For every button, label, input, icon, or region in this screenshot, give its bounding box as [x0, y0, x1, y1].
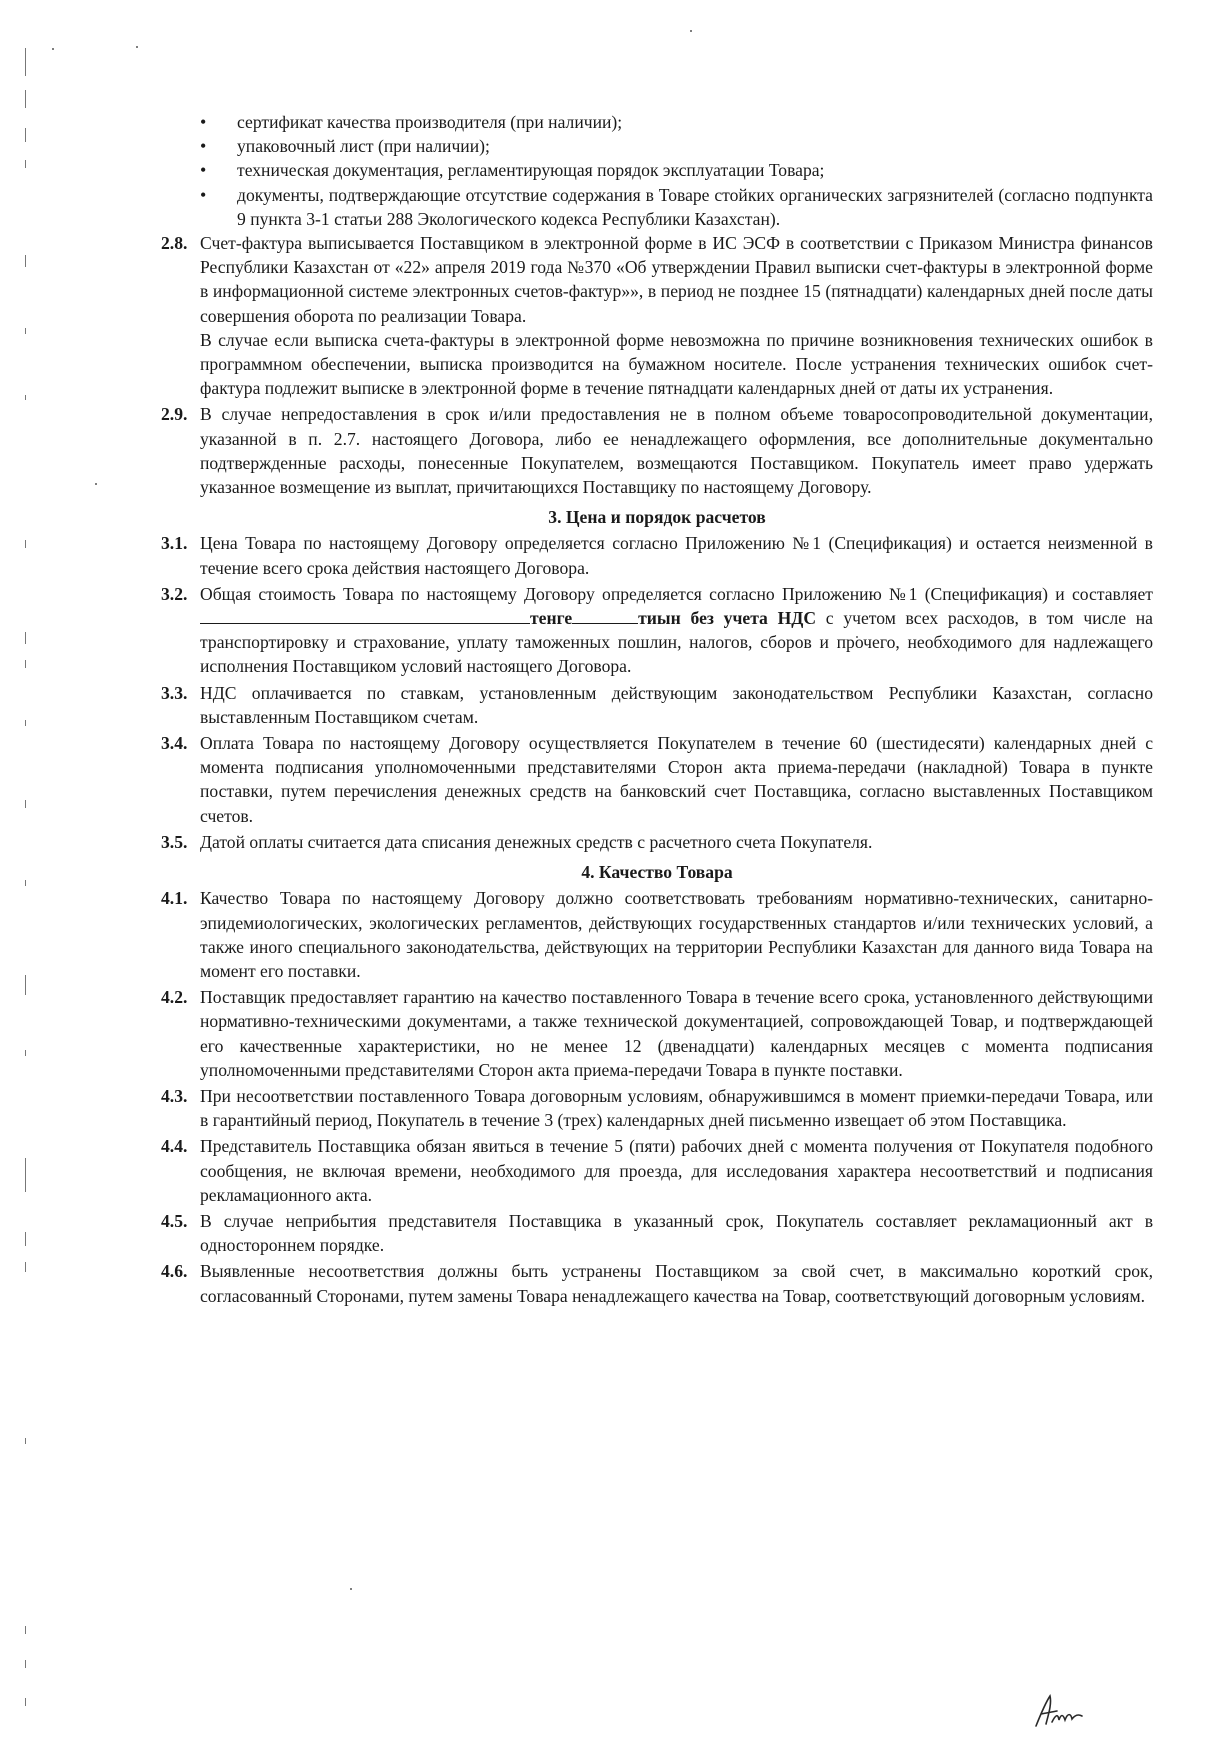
scan-speck [52, 48, 54, 50]
clause-4-3 [161, 1084, 1153, 1132]
clause-3-5 [161, 830, 1153, 854]
list-item: • сертификат качества производителя (при наличии); [161, 110, 1153, 134]
clause-number: 3.4. [161, 733, 188, 754]
list-item: • техническая документация, регламентирующая порядок эксплуатации Товара; [161, 158, 1153, 182]
clause-text: Поставщик предоставляет гарантию на качество поставленного Товара в течение всего срока, установленного действующими нормативно-техническими документами, а также технической документацией, сопровождающей Товар, и подтверждающей его качественные характеристики, но не менее 12 (двенадцати) календарных месяцев с момента подписания уполномоченными представителями Сторон акта приема-передачи Товара в пункте поставки. [200, 987, 1153, 1080]
clause-text: Цена Товара по настоящему Договору определяется согласно Приложению №1 (Спецификация) и остается неизменной в течение всего срока действия настоящего Договора. [200, 533, 1153, 578]
handwritten-initials [1030, 1692, 1100, 1732]
clause-number: 4.4. [161, 1136, 188, 1157]
clause-4-2 [161, 985, 1153, 1082]
clause-text: Выявленные несоответствия должны быть устранены Поставщиком за свой счет, в максимально короткий срок, согласованный Сторонами, путем замены Товара ненадлежащего качества на Товар, соответствующий договорным условиям. [200, 1261, 1153, 1306]
clause-3-1 [161, 531, 1153, 579]
clause-text-part: с учетом всех расходов, в том числе на транспортировку и страхование, уплату таможенных пошлин, налогов, сборов и прочего, необходимого для надлежащего исполнения Поставщиком условий настоящего Договора. [200, 608, 1153, 677]
scan-speck [95, 483, 97, 485]
scan-margin-marks [0, 0, 40, 1738]
clause-text: Качество Товара по настоящему Договору должно соответствовать требованиям нормативно-технических, санитарно-эпидемиологических, экологических регламентов, действующих государственных стандартов и/или технических условий, а также иного специального законодательства, действующих на территории Республики Казахстан для данного вида Товара на момент его поставки. [200, 888, 1153, 981]
clause-text: В случае неприбытия представителя Поставщика в указанный срок, Покупатель составляет рекламационный акт в одностороннем порядке. [200, 1210, 1153, 1256]
clause-number: 3.1. [161, 533, 188, 554]
clause-4-4 [161, 1134, 1153, 1207]
scan-speck [350, 1588, 352, 1590]
nds-label: НДС [777, 608, 817, 629]
clause-text: В случае если выписка счета-фактуры в электронной форме невозможна по причине возникновения технических ошибок в программном обеспечении, выписка производится на бумажном носителе. После устранения технических ошибок счет-фактура подлежит выписке в электронной форме в течение пятнадцати календарных дней от даты их устранения. [200, 329, 1153, 399]
document-body [161, 110, 1153, 1310]
clause-number: 2.8. [161, 233, 188, 254]
clause-text [200, 582, 1153, 679]
scan-speck [136, 46, 138, 48]
clause-text: Оплата Товара по настоящему Договору осуществляется Покупателем в течение 60 (шестидесяти) календарных дней с момента подписания уполномоченными представителями Сторон акта приема-передачи (накладной) Товара в пункте поставки, путем перечисления денежных средств на банковский счет Поставщика, согласно выставленных Поставщиком счетов. [200, 733, 1153, 826]
clause-3-4 [161, 731, 1153, 828]
clause-4-1 [161, 886, 1153, 983]
list-item: • упаковочный лист (при наличии); [161, 134, 1153, 158]
clause-4-5 [161, 1209, 1153, 1257]
clause-2-8 [161, 231, 1153, 400]
document-list [161, 110, 1153, 231]
clause-text: В случае непредоставления в срок и/или предоставления не в полном объеме товаросопроводительной документации, указанной в п. 2.7. настоящего Договора, либо ее ненадлежащего оформления, все дополнительные документально подтвержденные расходы, понесенные Покупателем, возмещаются Поставщиком. Покупатель имеет право удержать указанное возмещение из выплат, причитающихся Поставщику по настоящему Договору. [200, 404, 1153, 498]
clause-number: 4.2. [161, 987, 188, 1008]
tiyn-blank [572, 606, 638, 624]
scan-speck [690, 30, 692, 32]
clause-number: 4.6. [161, 1261, 188, 1282]
clause-text-part: Общая стоимость Товара по настоящему Договору определяется согласно Приложению №1 (Спецификация) и составляет [200, 583, 1153, 604]
clause-number: 3.2. [161, 583, 188, 604]
clause-number: 4.3. [161, 1085, 188, 1106]
clause-3-3 [161, 681, 1153, 729]
clause-4-6 [161, 1259, 1153, 1307]
clause-text: Представитель Поставщика обязан явиться в течение 5 (пяти) рабочих дней с момента получения от Покупателя подобного сообщения, не включая времени, необходимого для проезда, для исследования характера несоответствий и подписания рекламационного акта. [200, 1136, 1153, 1205]
amount-blank [200, 606, 530, 624]
clause-3-2 [161, 582, 1153, 679]
clause-2-9 [161, 402, 1153, 499]
currency-tiyn: тиын без учета [638, 608, 768, 629]
clause-number: 4.5. [161, 1210, 188, 1231]
clause-number: 3.5. [161, 831, 188, 852]
section-title-3: 3. Цена и порядок расчетов [548, 507, 766, 528]
clause-text: При несоответствии поставленного Товара договорным условиям, обнаружившимся в момент приемки-передачи Товара, или в гарантийный период, Покупатель в течение 3 (трех) календарных дней письменно извещает об этом Поставщика. [200, 1085, 1153, 1131]
clause-number: 4.1. [161, 888, 188, 909]
clause-text: Счет-фактура выписывается Поставщиком в электронной форме в ИС ЭСФ в соответствии с Приказом Министра финансов Республики Казахстан от «22» апреля 2019 года №370 «Об утверждении Правил выписки счет-фактуры в электронной форме в информационной системе электронных счетов-фактур»», в период не позднее 15 (пятнадцати) календарных дней после даты совершения оборота по реализации Товара. [200, 233, 1153, 326]
list-item: • документы, подтверждающие отсутствие содержания в Товаре стойких органических загрязнителей (согласно подпункта 9 пункта 3-1 статьи 288 Экологического кодекса Республики Казахстан). [161, 183, 1153, 231]
clause-number: 2.9. [161, 404, 188, 425]
clause-number: 3.3. [161, 682, 188, 703]
currency-tenge: тенге [530, 608, 573, 629]
clause-text: Датой оплаты считается дата списания денежных средств с расчетного счета Покупателя. [200, 831, 873, 852]
section-title-4: 4. Качество Товара [581, 862, 733, 883]
clause-text: НДС оплачивается по ставкам, установленным действующим законодательством Республики Казахстан, согласно выставленным Поставщиком счетам. [200, 682, 1153, 727]
